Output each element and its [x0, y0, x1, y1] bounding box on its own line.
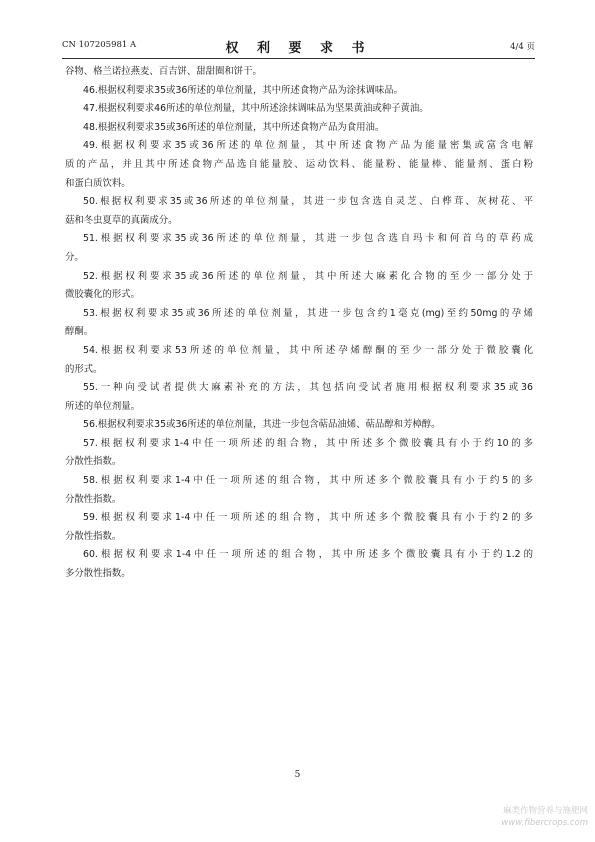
- claim-line: 分。: [65, 251, 84, 263]
- claim-line: 醇酮。: [65, 326, 94, 338]
- claim-line: 46.根据权利要求35或36所述的单位剂量，其中所述食物产品为涂抹调味品。: [83, 84, 404, 96]
- watermark-url: www.fibercrops.com: [501, 818, 588, 828]
- page-number: 5: [294, 770, 301, 780]
- claim-line: 48.根据权利要求35或36所述的单位剂量，其中所述食物产品为食用油。: [83, 121, 385, 133]
- watermark: [501, 805, 588, 829]
- page-header: [62, 37, 535, 57]
- claim-line: 59.根据权利要求1-4中任一项所述的组合物，其中所述多个微胶囊具有小于约2的多: [83, 512, 533, 524]
- claim-line: 分散性指数。: [65, 456, 122, 468]
- claim-line: 谷物、格兰诺拉燕麦、百吉饼、甜甜圈和饼干。: [65, 66, 262, 77]
- claim-line: 54.根据权利要求53所述的单位剂量，其中所述孕烯醇酮的至少一部分处于微胶囊化: [83, 344, 533, 356]
- claim-line: 质的产品，并且其中所述食物产品选自能量胶、运动饮料、能量粉、能量棒、能量剂、蛋白粉: [65, 158, 533, 170]
- claim-line: 多分散性指数。: [65, 568, 131, 580]
- claim-line: 菇和冬虫夏草的真菌成分。: [65, 214, 178, 226]
- claim-line: 所述的单位剂量。: [65, 400, 141, 412]
- claim-line: 49.根据权利要求35或36所述的单位剂量，其中所述食物产品为能量密集或富含电解: [83, 140, 533, 152]
- claim-line: 和蛋白质饮料。: [65, 177, 131, 189]
- document-number: CN 107205981 A: [62, 40, 137, 50]
- claim-line: 50.根据权利要求35或36所述的单位剂量，其进一步包含选自灵芝、白桦茸、灰树花、平: [83, 196, 533, 208]
- claim-line: 51.根据权利要求35或36所述的单位剂量，其进一步包含选自玛卡和何首乌的草药成: [83, 233, 533, 245]
- claim-line: 60.根据权利要求1-4中任一项所述的组合物，其中所述多个微胶囊具有小于约1.2的: [83, 549, 533, 561]
- document-title: 权 利 要 求 书: [225, 41, 372, 56]
- claims-body: [65, 63, 533, 584]
- claim-line: 分散性指数。: [65, 530, 122, 542]
- page-count: 4/4 页: [510, 42, 535, 52]
- claim-line: 52.根据权利要求35或36所述的单位剂量，其中所述大麻素化合物的至少一部分处于: [83, 270, 533, 282]
- header-divider: [62, 58, 535, 59]
- claim-line: 56.根据权利要求35或36所述的单位剂量，其进一步包含萜品油烯、萜品醇和芳樟醇。: [83, 419, 441, 431]
- claim-line: 55.一种向受试者提供大麻素补充的方法，其包括向受试者施用根据权利要求35或36: [83, 382, 533, 394]
- claim-line: 57.根据权利要求1-4中任一项所述的组合物，其中所述多个微胶囊具有小于约10的多: [83, 437, 533, 449]
- claim-line: 58.根据权利要求1-4中任一项所述的组合物，其中所述多个微胶囊具有小于约5的多: [83, 475, 533, 487]
- claim-line: 分散性指数。: [65, 493, 122, 505]
- watermark-site-name: 麻类作物营养与施肥网: [502, 806, 588, 816]
- claim-line: 53.根据权利要求35或36所述的单位剂量，其进一步包含约1毫克(mg)至约50mg的孕烯: [83, 307, 533, 319]
- claim-line: 的形式。: [65, 363, 103, 375]
- claim-line: 47.根据权利要求46所述的单位剂量，其中所述涂抹调味品为坚果黄油或种子黄油。: [83, 103, 429, 115]
- claim-line: 微胶囊化的形式。: [65, 289, 141, 301]
